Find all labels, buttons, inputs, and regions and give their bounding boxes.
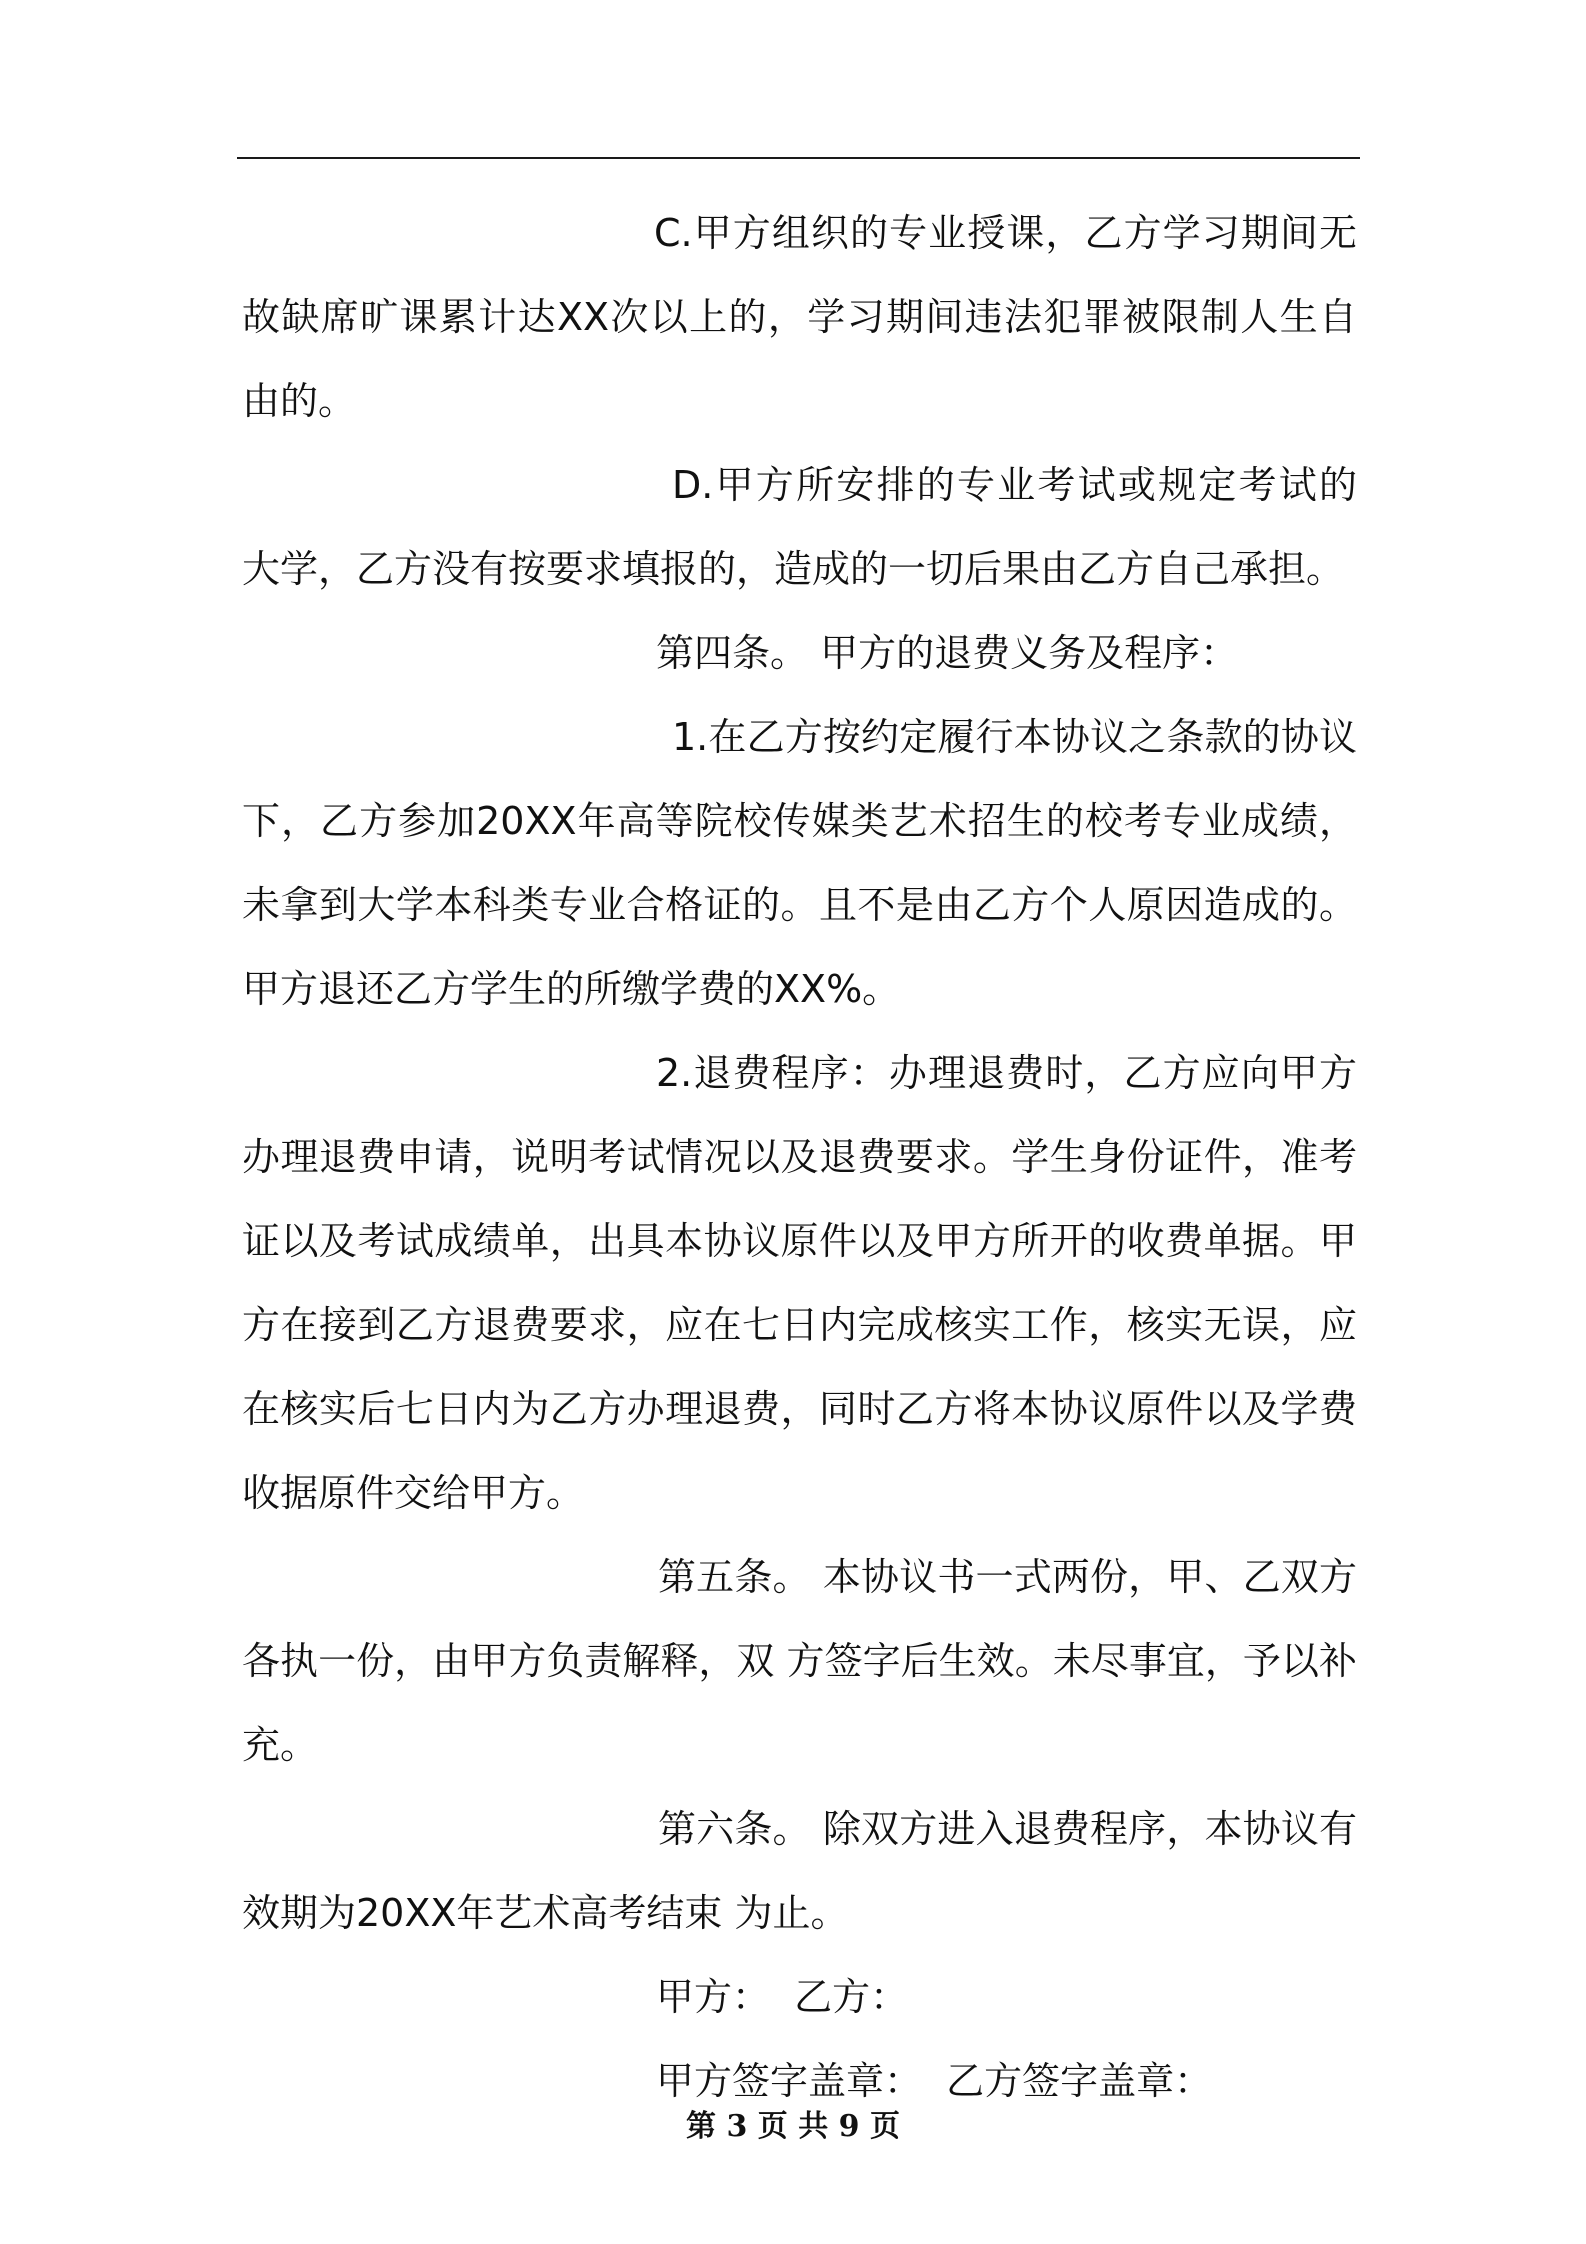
clause-d-paragraph: D.甲方所安排的专业考试或规定考试的大学，乙方没有按要求填报的，造成的一切后果由乙方自己承担。 xyxy=(242,463,1357,591)
article-5-paragraph: 第五条。 本协议书一式两份，甲、乙双方各执一份，由甲方负责解释，双 方签字后生效。未尽事宜，予以补充。 xyxy=(242,1555,1357,1767)
document-body xyxy=(242,191,1357,2123)
clause-c-paragraph: C.甲方组织的专业授课，乙方学习期间无故缺席旷课累计达XX次以上的，学习期间违法犯罪被限制人生自由的。 xyxy=(242,211,1357,423)
article-6-paragraph: 第六条。 除双方进入退费程序，本协议有效期为20XX年艺术高考结束 为止。 xyxy=(242,1807,1357,1935)
page-number: 第 3 页 共 9 页 xyxy=(686,2109,900,2144)
article-4-heading: 第四条。 甲方的退费义务及程序： xyxy=(656,631,1239,675)
header-rule xyxy=(237,157,1360,159)
signature-seal-line: 甲方签字盖章： 乙方签字盖章： xyxy=(656,2059,1213,2103)
article-4-item-2: 2.退费程序：办理退费时，乙方应向甲方办理退费申请，说明考试情况以及退费要求。学生身份证件，准考证以及考试成绩单，出具本协议原件以及甲方所开的收费单据。甲方在接到乙方退费要求，应在七日内完成核实工作，核实无误，应在核实后七日内为乙方办理退费，同时乙方将本协议原件以及学费收据原件交给甲方。 xyxy=(242,1051,1357,1515)
article-4-item-1: 1.在乙方按约定履行本协议之条款的协议下，乙方参加20XX年高等院校传媒类艺术招生的校考专业成绩，未拿到大学本科类专业合格证的。且不是由乙方个人原因造成的。甲方退还乙方学生的所缴学费的XX%。 xyxy=(242,715,1357,1011)
signature-parties-line: 甲方： 乙方： xyxy=(656,1975,909,2019)
